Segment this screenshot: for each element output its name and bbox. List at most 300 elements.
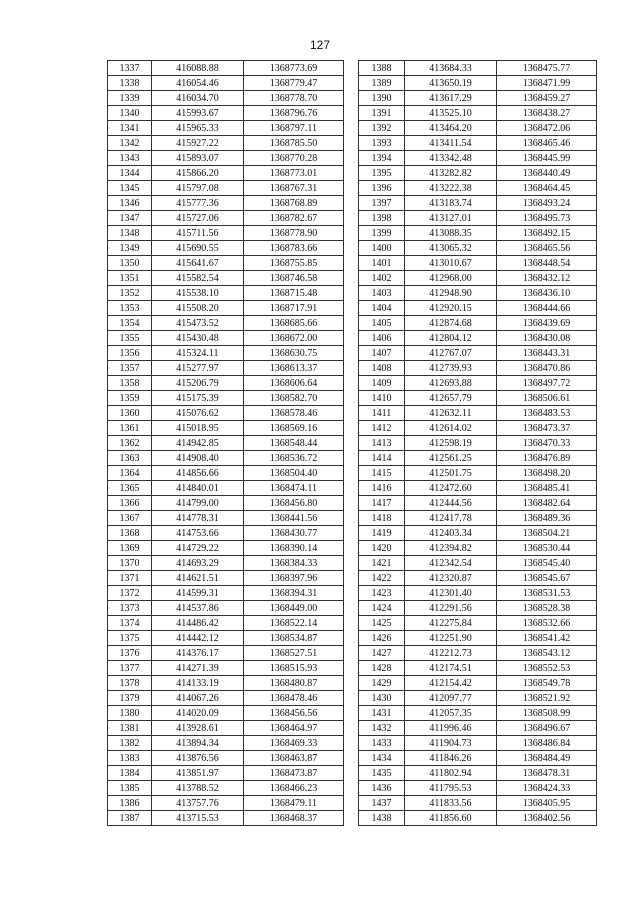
y-coordinate-cell: 1368438.27 <box>497 106 597 121</box>
y-coordinate-cell: 1368479.11 <box>244 796 344 811</box>
point-number-cell: 1429 <box>359 676 405 691</box>
table-row <box>359 391 597 406</box>
point-number-cell: 1354 <box>108 316 152 331</box>
table-row <box>108 241 344 256</box>
y-coordinate-cell: 1368390.14 <box>244 541 344 556</box>
x-coordinate-cell: 414753.66 <box>152 526 244 541</box>
point-number-cell: 1391 <box>359 106 405 121</box>
x-coordinate-cell: 414537.86 <box>152 601 244 616</box>
table-row <box>108 121 344 136</box>
x-coordinate-cell: 415175.39 <box>152 391 244 406</box>
y-coordinate-cell: 1368528.38 <box>497 601 597 616</box>
point-number-cell: 1411 <box>359 406 405 421</box>
y-coordinate-cell: 1368424.33 <box>497 781 597 796</box>
x-coordinate-cell: 413088.35 <box>405 226 497 241</box>
point-number-cell: 1430 <box>359 691 405 706</box>
point-number-cell: 1347 <box>108 211 152 226</box>
x-coordinate-cell: 416054.46 <box>152 76 244 91</box>
point-number-cell: 1362 <box>108 436 152 451</box>
y-coordinate-cell: 1368527.51 <box>244 646 344 661</box>
point-number-cell: 1419 <box>359 526 405 541</box>
x-coordinate-cell: 411904.73 <box>405 736 497 751</box>
point-number-cell: 1355 <box>108 331 152 346</box>
y-coordinate-cell: 1368782.67 <box>244 211 344 226</box>
point-number-cell: 1431 <box>359 706 405 721</box>
table-row <box>108 601 344 616</box>
y-coordinate-cell: 1368515.93 <box>244 661 344 676</box>
point-number-cell: 1425 <box>359 616 405 631</box>
x-coordinate-cell: 412739.93 <box>405 361 497 376</box>
x-coordinate-cell: 413411.54 <box>405 136 497 151</box>
y-coordinate-cell: 1368456.80 <box>244 496 344 511</box>
x-coordinate-cell: 413282.82 <box>405 166 497 181</box>
y-coordinate-cell: 1368508.99 <box>497 706 597 721</box>
table-row <box>108 61 344 76</box>
x-coordinate-cell: 415711.56 <box>152 226 244 241</box>
table-row <box>359 676 597 691</box>
point-number-cell: 1426 <box>359 631 405 646</box>
table-row <box>359 556 597 571</box>
table-row <box>108 811 344 826</box>
table-row <box>108 781 344 796</box>
table-row <box>359 211 597 226</box>
table-row <box>108 346 344 361</box>
point-number-cell: 1378 <box>108 676 152 691</box>
x-coordinate-cell: 411802.94 <box>405 766 497 781</box>
y-coordinate-cell: 1368552.53 <box>497 661 597 676</box>
table-row <box>359 166 597 181</box>
point-number-cell: 1438 <box>359 811 405 826</box>
y-coordinate-cell: 1368468.37 <box>244 811 344 826</box>
y-coordinate-cell: 1368531.53 <box>497 586 597 601</box>
table-row <box>359 766 597 781</box>
table-row <box>108 796 344 811</box>
table-row <box>359 511 597 526</box>
table-row <box>108 571 344 586</box>
table-row <box>359 76 597 91</box>
y-coordinate-cell: 1368482.64 <box>497 496 597 511</box>
x-coordinate-cell: 413127.01 <box>405 211 497 226</box>
x-coordinate-cell: 412968.00 <box>405 271 497 286</box>
point-number-cell: 1392 <box>359 121 405 136</box>
x-coordinate-cell: 414908.40 <box>152 451 244 466</box>
table-row <box>108 766 344 781</box>
point-number-cell: 1382 <box>108 736 152 751</box>
point-number-cell: 1350 <box>108 256 152 271</box>
coordinates-table-left <box>107 60 344 826</box>
table-row <box>108 721 344 736</box>
point-number-cell: 1346 <box>108 196 152 211</box>
x-coordinate-cell: 412561.25 <box>405 451 497 466</box>
x-coordinate-cell: 415690.55 <box>152 241 244 256</box>
point-number-cell: 1377 <box>108 661 152 676</box>
y-coordinate-cell: 1368522.14 <box>244 616 344 631</box>
y-coordinate-cell: 1368470.33 <box>497 436 597 451</box>
table-row <box>108 541 344 556</box>
x-coordinate-cell: 415473.52 <box>152 316 244 331</box>
point-number-cell: 1436 <box>359 781 405 796</box>
y-coordinate-cell: 1368430.08 <box>497 331 597 346</box>
point-number-cell: 1387 <box>108 811 152 826</box>
point-number-cell: 1339 <box>108 91 152 106</box>
y-coordinate-cell: 1368532.66 <box>497 616 597 631</box>
table-row <box>359 346 597 361</box>
point-number-cell: 1416 <box>359 481 405 496</box>
table-row <box>108 511 344 526</box>
y-coordinate-cell: 1368606.64 <box>244 376 344 391</box>
coordinates-table-right-body <box>359 61 597 826</box>
point-number-cell: 1340 <box>108 106 152 121</box>
y-coordinate-cell: 1368613.37 <box>244 361 344 376</box>
point-number-cell: 1400 <box>359 241 405 256</box>
x-coordinate-cell: 415508.20 <box>152 301 244 316</box>
y-coordinate-cell: 1368783.66 <box>244 241 344 256</box>
x-coordinate-cell: 412767.07 <box>405 346 497 361</box>
y-coordinate-cell: 1368459.27 <box>497 91 597 106</box>
x-coordinate-cell: 412342.54 <box>405 556 497 571</box>
table-row <box>359 586 597 601</box>
x-coordinate-cell: 413010.67 <box>405 256 497 271</box>
y-coordinate-cell: 1368405.95 <box>497 796 597 811</box>
table-row <box>359 436 597 451</box>
point-number-cell: 1427 <box>359 646 405 661</box>
x-coordinate-cell: 411833.56 <box>405 796 497 811</box>
x-coordinate-cell: 414599.31 <box>152 586 244 601</box>
point-number-cell: 1389 <box>359 76 405 91</box>
table-row <box>108 76 344 91</box>
point-number-cell: 1422 <box>359 571 405 586</box>
point-number-cell: 1341 <box>108 121 152 136</box>
point-number-cell: 1373 <box>108 601 152 616</box>
coordinates-table-left-body <box>108 61 344 826</box>
table-row <box>108 301 344 316</box>
x-coordinate-cell: 415324.11 <box>152 346 244 361</box>
x-coordinate-cell: 413464.20 <box>405 121 497 136</box>
table-row <box>359 301 597 316</box>
table-row <box>359 136 597 151</box>
y-coordinate-cell: 1368521.92 <box>497 691 597 706</box>
table-row <box>359 466 597 481</box>
y-coordinate-cell: 1368480.87 <box>244 676 344 691</box>
y-coordinate-cell: 1368672.00 <box>244 331 344 346</box>
point-number-cell: 1380 <box>108 706 152 721</box>
x-coordinate-cell: 415018.95 <box>152 421 244 436</box>
y-coordinate-cell: 1368797.11 <box>244 121 344 136</box>
table-row <box>108 406 344 421</box>
y-coordinate-cell: 1368464.97 <box>244 721 344 736</box>
y-coordinate-cell: 1368536.72 <box>244 451 344 466</box>
table-row <box>359 376 597 391</box>
table-row <box>359 601 597 616</box>
y-coordinate-cell: 1368463.87 <box>244 751 344 766</box>
table-row <box>359 61 597 76</box>
point-number-cell: 1413 <box>359 436 405 451</box>
table-row <box>108 556 344 571</box>
point-number-cell: 1408 <box>359 361 405 376</box>
page-number: 127 <box>309 38 331 52</box>
y-coordinate-cell: 1368770.28 <box>244 151 344 166</box>
y-coordinate-cell: 1368449.00 <box>244 601 344 616</box>
y-coordinate-cell: 1368498.20 <box>497 466 597 481</box>
table-row <box>359 526 597 541</box>
y-coordinate-cell: 1368402.56 <box>497 811 597 826</box>
x-coordinate-cell: 412472.60 <box>405 481 497 496</box>
table-row <box>359 781 597 796</box>
y-coordinate-cell: 1368773.01 <box>244 166 344 181</box>
point-number-cell: 1420 <box>359 541 405 556</box>
point-number-cell: 1432 <box>359 721 405 736</box>
x-coordinate-cell: 414693.29 <box>152 556 244 571</box>
table-row <box>359 256 597 271</box>
y-coordinate-cell: 1368470.86 <box>497 361 597 376</box>
y-coordinate-cell: 1368464.45 <box>497 181 597 196</box>
y-coordinate-cell: 1368484.49 <box>497 751 597 766</box>
y-coordinate-cell: 1368496.67 <box>497 721 597 736</box>
point-number-cell: 1376 <box>108 646 152 661</box>
y-coordinate-cell: 1368773.69 <box>244 61 344 76</box>
x-coordinate-cell: 413876.56 <box>152 751 244 766</box>
y-coordinate-cell: 1368443.31 <box>497 346 597 361</box>
y-coordinate-cell: 1368493.24 <box>497 196 597 211</box>
y-coordinate-cell: 1368440.49 <box>497 166 597 181</box>
x-coordinate-cell: 413757.76 <box>152 796 244 811</box>
point-number-cell: 1365 <box>108 481 152 496</box>
point-number-cell: 1409 <box>359 376 405 391</box>
table-row <box>108 136 344 151</box>
point-number-cell: 1360 <box>108 406 152 421</box>
point-number-cell: 1406 <box>359 331 405 346</box>
x-coordinate-cell: 412874.68 <box>405 316 497 331</box>
table-row <box>359 751 597 766</box>
y-coordinate-cell: 1368472.06 <box>497 121 597 136</box>
y-coordinate-cell: 1368397.96 <box>244 571 344 586</box>
y-coordinate-cell: 1368717.91 <box>244 301 344 316</box>
x-coordinate-cell: 414840.01 <box>152 481 244 496</box>
point-number-cell: 1348 <box>108 226 152 241</box>
y-coordinate-cell: 1368439.69 <box>497 316 597 331</box>
point-number-cell: 1388 <box>359 61 405 76</box>
coordinates-table-right <box>358 60 597 826</box>
table-row <box>108 196 344 211</box>
table-row <box>359 181 597 196</box>
point-number-cell: 1372 <box>108 586 152 601</box>
point-number-cell: 1399 <box>359 226 405 241</box>
table-row <box>108 691 344 706</box>
table-row <box>108 166 344 181</box>
point-number-cell: 1357 <box>108 361 152 376</box>
y-coordinate-cell: 1368545.40 <box>497 556 597 571</box>
x-coordinate-cell: 412154.42 <box>405 676 497 691</box>
y-coordinate-cell: 1368475.77 <box>497 61 597 76</box>
x-coordinate-cell: 412444.56 <box>405 496 497 511</box>
point-number-cell: 1398 <box>359 211 405 226</box>
table-row <box>108 421 344 436</box>
table-row <box>108 91 344 106</box>
point-number-cell: 1383 <box>108 751 152 766</box>
point-number-cell: 1405 <box>359 316 405 331</box>
x-coordinate-cell: 415206.79 <box>152 376 244 391</box>
x-coordinate-cell: 411856.60 <box>405 811 497 826</box>
y-coordinate-cell: 1368471.99 <box>497 76 597 91</box>
y-coordinate-cell: 1368430.77 <box>244 526 344 541</box>
x-coordinate-cell: 413650.19 <box>405 76 497 91</box>
point-number-cell: 1370 <box>108 556 152 571</box>
table-row <box>108 391 344 406</box>
x-coordinate-cell: 412598.19 <box>405 436 497 451</box>
table-row <box>108 106 344 121</box>
point-number-cell: 1394 <box>359 151 405 166</box>
x-coordinate-cell: 413684.33 <box>405 61 497 76</box>
point-number-cell: 1407 <box>359 346 405 361</box>
table-row <box>359 691 597 706</box>
x-coordinate-cell: 412057.35 <box>405 706 497 721</box>
point-number-cell: 1437 <box>359 796 405 811</box>
table-row <box>108 226 344 241</box>
y-coordinate-cell: 1368779.47 <box>244 76 344 91</box>
table-row <box>108 616 344 631</box>
table-row <box>108 181 344 196</box>
x-coordinate-cell: 413851.97 <box>152 766 244 781</box>
table-row <box>359 271 597 286</box>
y-coordinate-cell: 1368486.84 <box>497 736 597 751</box>
table-row <box>359 541 597 556</box>
y-coordinate-cell: 1368448.54 <box>497 256 597 271</box>
table-row <box>359 406 597 421</box>
point-number-cell: 1384 <box>108 766 152 781</box>
y-coordinate-cell: 1368778.90 <box>244 226 344 241</box>
x-coordinate-cell: 412403.34 <box>405 526 497 541</box>
table-row <box>359 481 597 496</box>
table-row <box>359 91 597 106</box>
y-coordinate-cell: 1368441.56 <box>244 511 344 526</box>
point-number-cell: 1424 <box>359 601 405 616</box>
x-coordinate-cell: 414067.26 <box>152 691 244 706</box>
y-coordinate-cell: 1368578.46 <box>244 406 344 421</box>
y-coordinate-cell: 1368476.89 <box>497 451 597 466</box>
x-coordinate-cell: 413222.38 <box>405 181 497 196</box>
x-coordinate-cell: 412501.75 <box>405 466 497 481</box>
point-number-cell: 1349 <box>108 241 152 256</box>
table-row <box>108 271 344 286</box>
y-coordinate-cell: 1368504.40 <box>244 466 344 481</box>
point-number-cell: 1386 <box>108 796 152 811</box>
x-coordinate-cell: 415797.08 <box>152 181 244 196</box>
table-row <box>359 796 597 811</box>
x-coordinate-cell: 414856.66 <box>152 466 244 481</box>
table-row <box>108 331 344 346</box>
table-row <box>108 451 344 466</box>
table-row <box>108 481 344 496</box>
x-coordinate-cell: 413715.53 <box>152 811 244 826</box>
x-coordinate-cell: 415993.67 <box>152 106 244 121</box>
y-coordinate-cell: 1368796.76 <box>244 106 344 121</box>
table-row <box>359 316 597 331</box>
table-row <box>359 241 597 256</box>
point-number-cell: 1343 <box>108 151 152 166</box>
x-coordinate-cell: 414942.85 <box>152 436 244 451</box>
x-coordinate-cell: 412394.82 <box>405 541 497 556</box>
table-row <box>359 616 597 631</box>
x-coordinate-cell: 415430.48 <box>152 331 244 346</box>
point-number-cell: 1361 <box>108 421 152 436</box>
point-number-cell: 1381 <box>108 721 152 736</box>
y-coordinate-cell: 1368755.85 <box>244 256 344 271</box>
x-coordinate-cell: 412614.02 <box>405 421 497 436</box>
y-coordinate-cell: 1368478.31 <box>497 766 597 781</box>
y-coordinate-cell: 1368504.21 <box>497 526 597 541</box>
table-row <box>359 106 597 121</box>
table-row <box>108 646 344 661</box>
point-number-cell: 1368 <box>108 526 152 541</box>
point-number-cell: 1356 <box>108 346 152 361</box>
y-coordinate-cell: 1368436.10 <box>497 286 597 301</box>
x-coordinate-cell: 412920.15 <box>405 301 497 316</box>
point-number-cell: 1401 <box>359 256 405 271</box>
y-coordinate-cell: 1368495.73 <box>497 211 597 226</box>
x-coordinate-cell: 411846.26 <box>405 751 497 766</box>
table-row <box>108 256 344 271</box>
y-coordinate-cell: 1368534.87 <box>244 631 344 646</box>
point-number-cell: 1371 <box>108 571 152 586</box>
x-coordinate-cell: 415893.07 <box>152 151 244 166</box>
x-coordinate-cell: 414799.00 <box>152 496 244 511</box>
y-coordinate-cell: 1368767.31 <box>244 181 344 196</box>
y-coordinate-cell: 1368715.48 <box>244 286 344 301</box>
point-number-cell: 1421 <box>359 556 405 571</box>
x-coordinate-cell: 412212.73 <box>405 646 497 661</box>
table-row <box>108 286 344 301</box>
point-number-cell: 1359 <box>108 391 152 406</box>
point-number-cell: 1403 <box>359 286 405 301</box>
y-coordinate-cell: 1368545.67 <box>497 571 597 586</box>
point-number-cell: 1363 <box>108 451 152 466</box>
table-row <box>108 751 344 766</box>
point-number-cell: 1397 <box>359 196 405 211</box>
table-row <box>359 121 597 136</box>
x-coordinate-cell: 413928.61 <box>152 721 244 736</box>
table-row <box>108 526 344 541</box>
x-coordinate-cell: 414271.39 <box>152 661 244 676</box>
table-row <box>359 451 597 466</box>
point-number-cell: 1417 <box>359 496 405 511</box>
y-coordinate-cell: 1368456.56 <box>244 706 344 721</box>
table-row <box>359 661 597 676</box>
x-coordinate-cell: 412301.40 <box>405 586 497 601</box>
x-coordinate-cell: 415076.62 <box>152 406 244 421</box>
point-number-cell: 1342 <box>108 136 152 151</box>
table-row <box>359 286 597 301</box>
point-number-cell: 1434 <box>359 751 405 766</box>
x-coordinate-cell: 412657.79 <box>405 391 497 406</box>
x-coordinate-cell: 415965.33 <box>152 121 244 136</box>
y-coordinate-cell: 1368469.33 <box>244 736 344 751</box>
x-coordinate-cell: 415927.22 <box>152 136 244 151</box>
x-coordinate-cell: 415582.54 <box>152 271 244 286</box>
point-number-cell: 1412 <box>359 421 405 436</box>
point-number-cell: 1352 <box>108 286 152 301</box>
y-coordinate-cell: 1368569.16 <box>244 421 344 436</box>
table-row <box>108 436 344 451</box>
y-coordinate-cell: 1368466.23 <box>244 781 344 796</box>
table-row <box>108 466 344 481</box>
x-coordinate-cell: 411795.53 <box>405 781 497 796</box>
x-coordinate-cell: 412948.90 <box>405 286 497 301</box>
point-number-cell: 1396 <box>359 181 405 196</box>
point-number-cell: 1379 <box>108 691 152 706</box>
y-coordinate-cell: 1368746.58 <box>244 271 344 286</box>
table-row <box>359 421 597 436</box>
point-number-cell: 1404 <box>359 301 405 316</box>
